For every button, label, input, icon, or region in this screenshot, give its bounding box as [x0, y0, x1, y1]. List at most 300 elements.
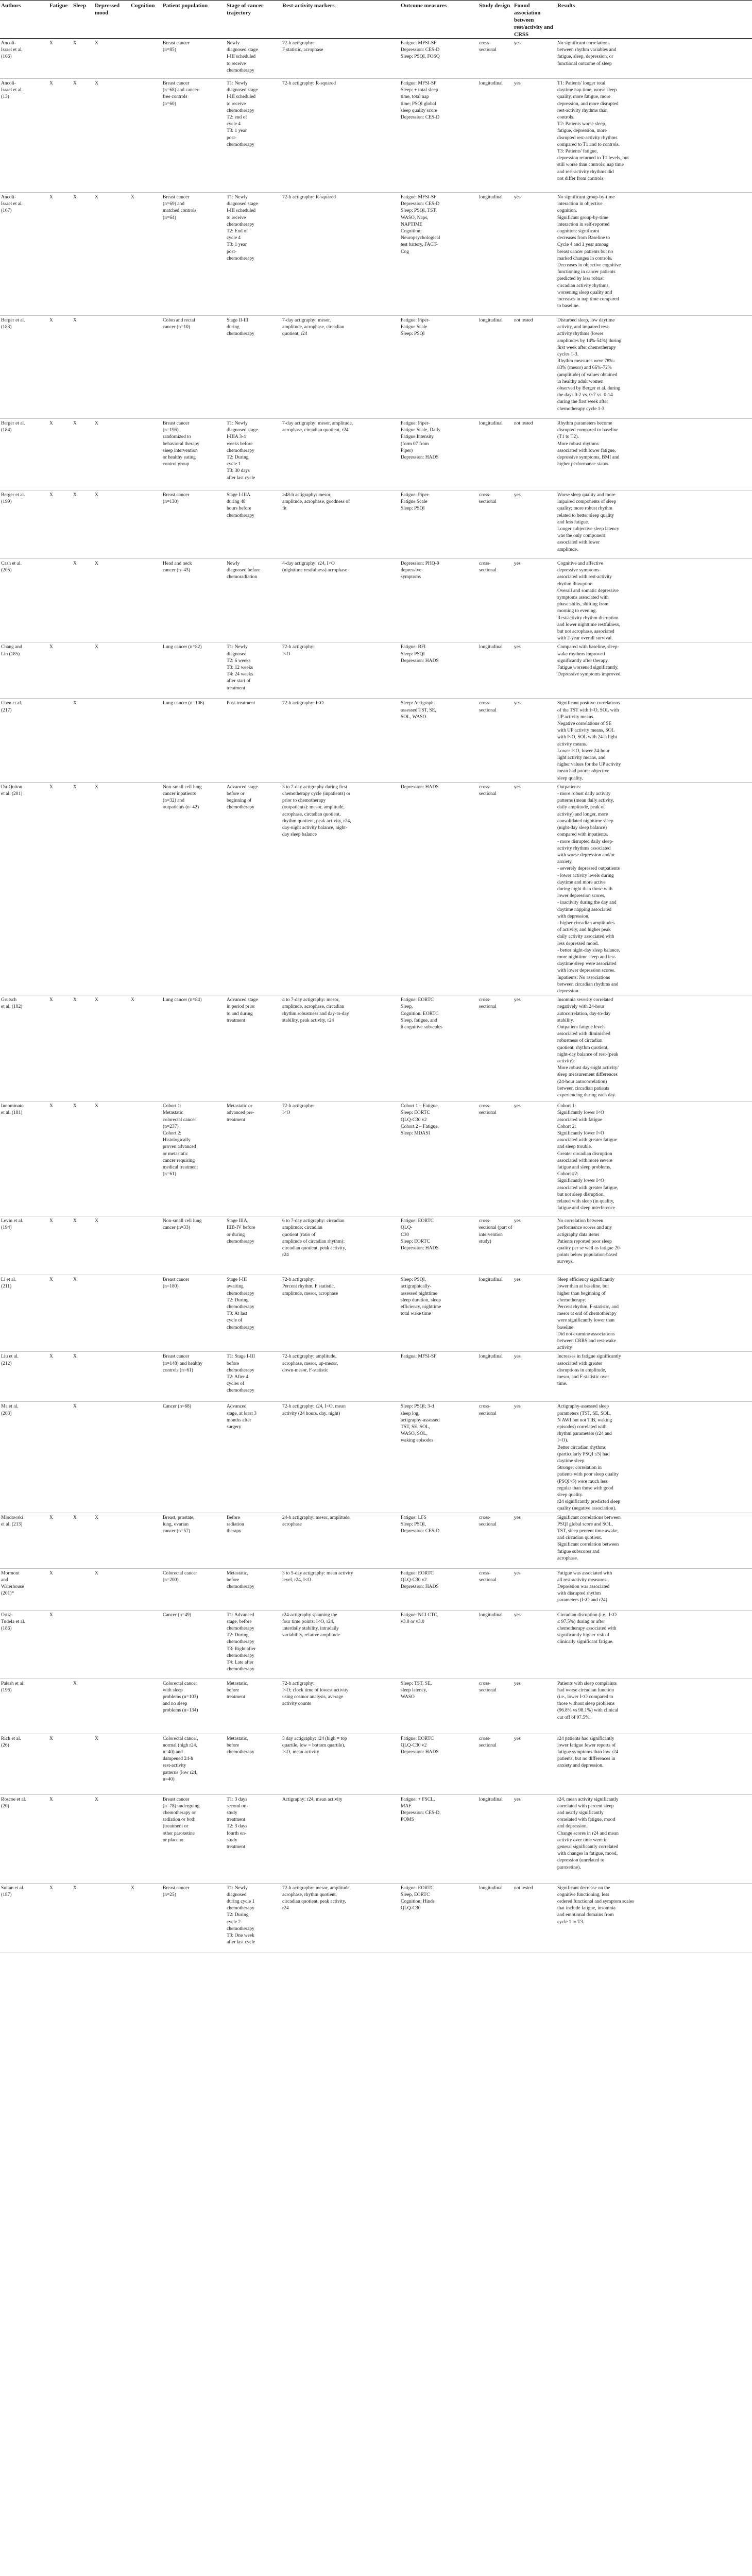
- cell-results-line: Significantly lower I<O: [557, 1110, 604, 1116]
- cell-authors: [0, 1610, 48, 1679]
- cell-cognition: X: [130, 1883, 162, 1953]
- cell-results-line: lower fatigue fewer reports of: [557, 1742, 616, 1748]
- cell-results-line: of activity, and higher peak: [557, 927, 611, 933]
- cell-stage-line: T2: During: [227, 1912, 249, 1918]
- cell-fatigue: X: [48, 1794, 72, 1883]
- cell-rest-activity-markers-line: 72-h actigraphy:: [282, 1681, 315, 1686]
- cell-rest-activity-markers: [281, 316, 400, 419]
- cell-authors-line: Mormont: [1, 1570, 20, 1576]
- cell-patient-population-line: problems (n=134): [163, 1708, 198, 1714]
- cell-study-design: [478, 490, 513, 559]
- cell-rest-activity-markers-line: 72-h actigraphy:: [282, 41, 315, 46]
- cell-sleep: [72, 1794, 94, 1883]
- cell-authors: [0, 490, 48, 559]
- cell-outcome-measures-line: Depression: CES-D: [401, 47, 440, 53]
- cell-rest-activity-markers: [281, 642, 400, 699]
- cell-study-design-line: cross-: [479, 493, 491, 498]
- cell-authors-line: (166): [1, 54, 12, 60]
- cell-sleep: X: [72, 316, 94, 419]
- cell-stage-line: cycle of: [227, 1318, 243, 1324]
- cell-stage-line: chemotherapy: [227, 513, 254, 518]
- cell-fatigue: X: [48, 1568, 72, 1610]
- cell-results-line: with 2-year overall survival.: [557, 636, 613, 641]
- cell-sleep: X: [72, 559, 94, 642]
- cell-results-line: More robust rhythms: [557, 441, 599, 447]
- cell-results-line: time.: [557, 1381, 568, 1387]
- cell-results-line: correlated with fatigue, mood: [557, 1817, 616, 1823]
- header-study-design: Study design: [478, 1, 513, 39]
- cell-patient-population-line: Lung cancer (n=84): [163, 997, 202, 1003]
- cell-results-line: and depression.: [557, 1824, 588, 1829]
- cell-rest-activity-markers-line: interdaily stability, intradaily: [282, 1626, 339, 1632]
- cell-study-design-line: cross-: [479, 1404, 491, 1410]
- cell-authors-line: Chang and: [1, 645, 22, 650]
- cell-fatigue: X: [48, 1883, 72, 1953]
- cell-patient-population-line: Cancer (n=68): [163, 1404, 192, 1410]
- cell-rest-activity-markers: [281, 1883, 400, 1953]
- cell-fatigue: [48, 559, 72, 642]
- cell-results-line: regular than those with good: [557, 1485, 613, 1491]
- cell-outcome-measures-line: POMS: [401, 1817, 414, 1823]
- cell-stage-line: chemotherapy: [227, 1639, 254, 1645]
- cell-study-design: [478, 193, 513, 316]
- cell-patient-population-line: Breast cancer: [163, 41, 190, 46]
- cell-results-line: with lower depression scores.: [557, 968, 616, 974]
- cell-cognition: [130, 1794, 162, 1883]
- cell-outcome-measures-line: Depression: HADS: [401, 1245, 439, 1251]
- cell-found-association: yes: [513, 1352, 556, 1402]
- cell-stage-line: second on-: [227, 1803, 248, 1809]
- cell-results-line: Percent rhythm, F-statistic, and: [557, 1304, 619, 1310]
- cell-results-line: (PSQI>5) were much less: [557, 1479, 608, 1484]
- cell-results-line: with worse depression and/or: [557, 852, 615, 858]
- cell-fatigue: X: [48, 490, 72, 559]
- cell-patient-population-line: cancer (n=57): [163, 1529, 191, 1534]
- cell-results-line: amplitude.: [557, 547, 578, 552]
- cell-results-line: - more disrupted daily sleep-: [557, 839, 614, 844]
- cell-sleep: X: [72, 1216, 94, 1275]
- cell-results-line: (particularly PSQI ≤5) had: [557, 1451, 610, 1457]
- cell-results-line: PSQI global score and SOL,: [557, 1521, 613, 1527]
- cell-results-line: Significant group-by-time: [557, 215, 608, 221]
- cell-results-line: stability.: [557, 1018, 574, 1023]
- cell-outcome-measures-line: Cognition: Hinds: [401, 1899, 435, 1905]
- cell-found-association: yes: [513, 642, 556, 699]
- cell-results-line: and sleep trouble.: [557, 1144, 592, 1150]
- cell-authors-line: Ancoli-: [1, 41, 16, 46]
- cell-outcome-measures-line: Fatigue: Piper-: [401, 421, 430, 426]
- cell-authors: [0, 1352, 48, 1402]
- cell-results-line: chemotherapy cycle 1-3.: [557, 406, 606, 412]
- cell-authors: [0, 316, 48, 419]
- cell-stage-line: chemotherapy: [227, 222, 254, 227]
- cell-rest-activity-markers-line: four time points: I<O, r24,: [282, 1619, 334, 1624]
- cell-results-line: experiencing during each day.: [557, 1093, 616, 1098]
- cell-results-line: interaction in objective: [557, 201, 603, 207]
- cell-results-line: mean had poorer objective: [557, 769, 610, 774]
- cell-depressed-mood: X: [94, 193, 130, 316]
- cell-stage-line: Stage I-III: [227, 1277, 247, 1283]
- cell-stage-line: chemotherapy: [227, 1906, 254, 1911]
- cell-stage-line: before: [227, 1577, 240, 1583]
- cell-sleep: X: [72, 1402, 94, 1513]
- cell-rest-activity-markers: [281, 1216, 400, 1275]
- cell-results-line: associated with lower: [557, 540, 600, 546]
- cell-outcome-measures: [400, 642, 478, 699]
- cell-stage: [226, 1679, 281, 1734]
- cell-cognition: [130, 1568, 162, 1610]
- cell-authors: [0, 642, 48, 699]
- cell-patient-population-line: Colorectal cancer: [163, 1570, 197, 1576]
- cell-outcome-measures: [400, 1734, 478, 1794]
- cell-stage-line: T2: During: [227, 455, 249, 461]
- cell-outcome-measures-line: waking episodes: [401, 1438, 434, 1444]
- cell-fatigue: X: [48, 1513, 72, 1568]
- cell-results-line: with I<O, SOL with 24-h light: [557, 735, 617, 740]
- cell-patient-population-line: (n=69) and: [163, 201, 185, 207]
- cell-sleep: X: [72, 1513, 94, 1568]
- cell-stage-line: or during: [227, 1232, 245, 1238]
- cell-stage: [226, 1513, 281, 1568]
- cell-stage-line: study: [227, 1837, 237, 1843]
- cell-found-association: yes: [513, 1216, 556, 1275]
- cell-outcome-measures-line: Sleep: PSQI,: [401, 1277, 426, 1283]
- cell-authors-line: et al. (201): [1, 791, 23, 797]
- cell-results-line: in healthy adult women: [557, 379, 604, 384]
- cell-rest-activity-markers: [281, 79, 400, 193]
- cell-sleep: [72, 1610, 94, 1679]
- cell-outcome-measures-line: QLQ-C30 v2: [401, 1117, 427, 1123]
- table-row: [0, 1794, 752, 1883]
- cell-rest-activity-markers-line: 72-h actigraphy: R-squared: [282, 81, 336, 86]
- cell-results-line: ≤ 97.5%) during or after: [557, 1619, 605, 1624]
- cell-patient-population-line: lung, ovarian: [163, 1521, 189, 1527]
- cell-patient-population-line: radiation or both: [163, 1817, 196, 1823]
- cell-outcome-measures: [400, 490, 478, 559]
- cell-results-line: Rest/activity rhythm disruption: [557, 615, 619, 621]
- cell-results-line: Cohort #2:: [557, 1172, 578, 1177]
- cell-authors-line: (203): [1, 1411, 12, 1416]
- cell-stage: [226, 1101, 281, 1216]
- cell-results-line: negatively with 24-hour: [557, 1004, 605, 1010]
- cell-results-line: daytime sleep: [557, 1459, 585, 1464]
- cell-results-line: Inpatients: No associations: [557, 975, 610, 980]
- cell-cognition: [130, 79, 162, 193]
- cell-study-design-line: intervention: [479, 1232, 503, 1238]
- cell-stage-line: during 48: [227, 499, 246, 505]
- cell-outcome-measures: [400, 1513, 478, 1568]
- cell-results-line: all rest-activity measures.: [557, 1577, 608, 1583]
- cell-rest-activity-markers-line: using cosinor analysis, average: [282, 1694, 344, 1700]
- cell-patient-population-line: (n=68) and cancer-: [163, 88, 200, 93]
- cell-results-line: activity: [557, 1345, 572, 1351]
- cell-found-association: yes: [513, 1568, 556, 1610]
- cell-results-line: Cognitive and affective: [557, 561, 603, 566]
- cell-results-line: Cycle 4 and 1 year among: [557, 242, 609, 248]
- table-row: [0, 642, 752, 699]
- cell-stage-line: T3: At last: [227, 1311, 248, 1317]
- cell-rest-activity-markers-line: down-mesor, F-statistic: [282, 1367, 329, 1373]
- cell-rest-activity-markers-line: 4 to 7-day actigraphy: mesor,: [282, 997, 340, 1003]
- cell-patient-population-line: Metastatic: [163, 1110, 183, 1116]
- cell-results-line: higher performance status.: [557, 462, 610, 467]
- cell-results-line: quality; more robust rhythm: [557, 506, 612, 512]
- cell-outcome-measures-line: Fatigue: LFS: [401, 1515, 426, 1520]
- cell-patient-population-line: (n=60): [163, 101, 176, 107]
- cell-results-line: surveys.: [557, 1259, 574, 1265]
- cell-results: [556, 995, 752, 1101]
- cell-rest-activity-markers-line: quotient (ratio of: [282, 1232, 316, 1238]
- cell-outcome-measures-line: assessed TST, SE,: [401, 707, 436, 713]
- cell-stage-line: chemotherapy: [227, 142, 254, 147]
- cell-stage-line: I-III scheduled: [227, 54, 256, 60]
- cell-fatigue: X: [48, 316, 72, 419]
- cell-patient-population: [162, 1734, 226, 1794]
- cell-rest-activity-markers-line: quartile, low = bottom quartile),: [282, 1742, 345, 1748]
- cell-found-association: yes: [513, 1101, 556, 1216]
- cell-stage-line: stage, at least 3: [227, 1411, 257, 1416]
- cell-stage: [226, 1734, 281, 1794]
- cell-stage-line: chemotherapy: [227, 805, 254, 810]
- cell-stage-line: awaiting: [227, 1284, 244, 1290]
- cell-stage: [226, 1883, 281, 1953]
- cell-patient-population-line: medical treatment: [163, 1165, 198, 1170]
- cell-patient-population-line: chemotherapy or: [163, 1810, 196, 1816]
- cell-outcome-measures-line: QLQ-C30: [401, 1906, 421, 1911]
- cell-depressed-mood: X: [94, 642, 130, 699]
- cell-stage-line: beginning of: [227, 798, 252, 804]
- cell-results-line: Significant positive correlations: [557, 701, 620, 706]
- cell-stage: [226, 1610, 281, 1679]
- cell-authors: [0, 559, 48, 642]
- cell-sleep: X: [72, 193, 94, 316]
- cell-results-line: functioning in cancer patients: [557, 269, 616, 275]
- cell-results-line: still worse than controls; nap time: [557, 162, 624, 168]
- cell-results-line: quotient, rhythm quotient,: [557, 1045, 609, 1050]
- cell-cognition: [130, 316, 162, 419]
- cell-cognition: X: [130, 193, 162, 316]
- cell-stage: [226, 490, 281, 559]
- cell-results: [556, 39, 752, 79]
- cell-results-line: and less fatigue.: [557, 519, 589, 525]
- cell-results-line: activity over time were in: [557, 1837, 608, 1843]
- cell-patient-population: [162, 1101, 226, 1216]
- cell-stage-line: chemotherapy: [227, 1926, 254, 1931]
- cell-authors-line: (217): [1, 707, 12, 713]
- cell-outcome-measures-line: actigraphy-assessed: [401, 1417, 440, 1423]
- cell-outcome-measures-line: Fatigue: EORTC: [401, 1218, 434, 1224]
- cell-results-line: lower depression scores,: [557, 893, 606, 899]
- cell-results-line: sleep measurement differences: [557, 1072, 618, 1078]
- cell-results-line: higher values for the UP activity: [557, 762, 621, 768]
- cell-results-line: Patients reported poor sleep: [557, 1239, 612, 1244]
- cell-authors: [0, 1794, 48, 1883]
- cell-patient-population-line: n=40) and: [163, 1750, 183, 1755]
- cell-results-line: associated with greater fatigue: [557, 1138, 617, 1143]
- cell-study-design-line: cross-: [479, 1104, 491, 1109]
- header-patient-population: Patient population: [162, 1, 226, 39]
- cell-results-line: controls.: [557, 115, 574, 121]
- cell-results-line: Sleep efficiency significantly: [557, 1277, 615, 1283]
- cell-results-line: No significant group-by-time: [557, 195, 615, 200]
- cell-results-line: Significant decrease on the: [557, 1885, 610, 1891]
- cell-rest-activity-markers-line: I<O: [282, 1110, 290, 1116]
- cell-rest-activity-markers-line: 72-h actigraphy:: [282, 1277, 315, 1283]
- cell-results-line: symptoms associated with: [557, 595, 609, 601]
- cell-rest-activity-markers-line: 72-h actigraphy:: [282, 645, 315, 650]
- cell-rest-activity-markers: [281, 1568, 400, 1610]
- cell-sleep: X: [72, 995, 94, 1101]
- cell-results-line: Depressive symptoms improved.: [557, 672, 622, 677]
- cell-study-design-line: longitudinal: [479, 81, 503, 86]
- cell-authors-line: Berger et al.: [1, 493, 25, 498]
- cell-results-line: morning to evening.: [557, 608, 597, 614]
- cell-patient-population-line: Breast cancer: [163, 1885, 190, 1891]
- cell-outcome-measures-line: symptoms: [401, 574, 421, 580]
- cell-study-design-line: sectional: [479, 1521, 497, 1527]
- cell-results-line: fatigue symptoms than low r24: [557, 1750, 619, 1755]
- cell-stage-line: post-: [227, 135, 236, 141]
- cell-stage-line: before or: [227, 791, 245, 797]
- cell-stage-line: chemotherapy: [227, 1367, 254, 1373]
- cell-outcome-measures-line: Fatigue: EORTC: [401, 1736, 434, 1741]
- cell-study-design: [478, 419, 513, 490]
- cell-authors-line: and: [1, 1577, 8, 1583]
- cell-stage-line: T2: 3 days: [227, 1824, 248, 1829]
- cell-patient-population: [162, 1883, 226, 1953]
- cell-rest-activity-markers-line: fit: [282, 506, 287, 512]
- cell-stage-line: chemotherapy: [227, 256, 254, 261]
- cell-results: [556, 316, 752, 419]
- cell-outcome-measures-line: Depression: HADS: [401, 658, 439, 664]
- cell-stage-line: T3: One week: [227, 1933, 254, 1939]
- cell-study-design-line: longitudinal: [479, 1277, 503, 1283]
- cell-stage-line: chemotherapy: [227, 67, 254, 73]
- header-found-association: Found association between rest/activity and CRSS: [513, 1, 556, 39]
- cell-results-line: chemotherapy associated with: [557, 1626, 617, 1632]
- cell-stage-line: T1: Newly: [227, 421, 248, 426]
- cell-study-design-line: sectional: [479, 568, 497, 573]
- cell-authors-line: (20): [1, 1803, 9, 1809]
- cell-found-association: yes: [513, 39, 556, 79]
- cell-stage: [226, 1568, 281, 1610]
- cell-stage: [226, 1402, 281, 1513]
- cell-outcome-measures-line: Sleep: PSQI: [401, 331, 425, 337]
- cell-stage-line: hours before: [227, 506, 251, 512]
- cell-results-line: Worse sleep quality and more: [557, 493, 616, 498]
- cell-results-line: less depressed mood.: [557, 941, 599, 946]
- header-results: Results: [556, 1, 752, 39]
- cell-study-design-line: sectional: [479, 791, 497, 797]
- cell-stage-line: chemotherapy: [227, 1388, 254, 1394]
- cell-rest-activity-markers-line: r24-actigraphy spanning the: [282, 1612, 337, 1618]
- cell-stage: [226, 193, 281, 316]
- cell-outcome-measures-line: Cognition:: [401, 229, 422, 234]
- cell-results: [556, 1513, 752, 1568]
- cell-patient-population: [162, 782, 226, 995]
- table-row: [0, 193, 752, 316]
- cell-stage-line: cycle 1: [227, 462, 241, 467]
- cell-rest-activity-markers-line: amplitude; circadian: [282, 1225, 322, 1231]
- cell-outcome-measures-line: Fatigue: MFSI-SF: [401, 41, 437, 46]
- cell-patient-population: [162, 316, 226, 419]
- cell-rest-activity-markers-line: day sleep balance: [282, 832, 317, 838]
- cell-outcome-measures-line: Fatigue: + FSCL,: [401, 1797, 435, 1802]
- cell-results-line: - lower activity levels during: [557, 873, 614, 878]
- cell-study-design: [478, 1513, 513, 1568]
- cell-study-design: [478, 642, 513, 699]
- cell-patient-population-line: free controls: [163, 94, 187, 100]
- cell-stage: [226, 1352, 281, 1402]
- cell-results-line: Depression was associated: [557, 1584, 610, 1590]
- table-body: [0, 39, 752, 1953]
- cell-study-design-line: sectional: [479, 707, 497, 713]
- cell-rest-activity-markers-line: 3 day actigraphy: r24 (high = top: [282, 1736, 347, 1741]
- cell-rest-activity-markers-line: rhythm robustness and day-to-day: [282, 1011, 349, 1016]
- cell-stage-line: Metastatic,: [227, 1570, 248, 1576]
- cell-results-line: activity rhythms associated: [557, 845, 611, 851]
- cell-patient-population-line: matched controls: [163, 208, 197, 214]
- cell-stage-line: T1: Newly: [227, 1885, 248, 1891]
- cell-cognition: [130, 1679, 162, 1734]
- cell-authors-line: Mlodawski: [1, 1515, 23, 1520]
- cell-rest-activity-markers-line: amplitude, acrophase, circadian: [282, 1004, 345, 1010]
- cell-results-line: cognition: significant: [557, 229, 600, 234]
- cell-fatigue: X: [48, 193, 72, 316]
- cell-outcome-measures-line: WASO, Naps,: [401, 215, 429, 221]
- cell-authors-line: (186): [1, 1626, 12, 1632]
- cell-outcome-measures-line: Depression: CES-D: [401, 201, 440, 207]
- cell-stage-line: T2: After 4: [227, 1375, 249, 1380]
- cell-authors-line: Grutsch: [1, 997, 17, 1003]
- cell-outcome-measures-line: NAPTIME: [401, 222, 423, 227]
- cell-sleep: X: [72, 699, 94, 782]
- cell-patient-population-line: Lung cancer (n=106): [163, 701, 204, 706]
- cell-outcome-measures-line: Fatigue Scale, Daily: [401, 428, 441, 433]
- cell-rest-activity-markers-line: quotient, r24: [282, 331, 307, 337]
- cell-results-line: acrophase.: [557, 1555, 578, 1561]
- cell-results-line: fatigue subscores and: [557, 1549, 600, 1554]
- cell-patient-population-line: cancer (n=43): [163, 568, 191, 573]
- cell-outcome-measures: [400, 1402, 478, 1513]
- cell-outcome-measures-line: Sleep: MDASI: [401, 1130, 430, 1136]
- cell-found-association: yes: [513, 490, 556, 559]
- cell-authors-line: (211): [1, 1284, 12, 1290]
- cell-results-line: r24 patients had significantly: [557, 1736, 614, 1741]
- cell-outcome-measures-line: Cog: [401, 249, 409, 255]
- cell-stage-line: T2: During: [227, 1297, 249, 1303]
- cell-fatigue: X: [48, 79, 72, 193]
- cell-results-line: fatigue, depression, more: [557, 128, 607, 134]
- cell-stage-line: T3: 12 weeks: [227, 665, 253, 671]
- cell-results-line: daytime sleep were associated: [557, 961, 617, 967]
- cell-stage-line: Advanced: [227, 1404, 247, 1410]
- cell-rest-activity-markers-line: (nighttime restfulness) acrophase: [282, 568, 348, 573]
- cell-patient-population: [162, 995, 226, 1101]
- cell-results-line: correlated with percent sleep: [557, 1803, 614, 1809]
- cell-stage-line: I-III scheduled: [227, 208, 256, 214]
- cell-cognition: [130, 699, 162, 782]
- cell-results-line: Significant correlation between: [557, 1542, 619, 1548]
- cell-outcome-measures-line: QLQ-C30 v2: [401, 1577, 427, 1583]
- cell-patient-population: [162, 1794, 226, 1883]
- cell-outcome-measures-line: Sleep, fatigue, and: [401, 1018, 437, 1023]
- cell-rest-activity-markers-line: amplitude, acrophase, goodness of: [282, 499, 350, 505]
- cell-results-line: Change scores in r24 and mean: [557, 1831, 619, 1836]
- cell-outcome-measures-line: TST, SE, SOL,: [401, 1425, 431, 1430]
- cell-patient-population-line: Breast cancer: [163, 1277, 190, 1283]
- cell-results-line: Compared with baseline, sleep-: [557, 645, 619, 650]
